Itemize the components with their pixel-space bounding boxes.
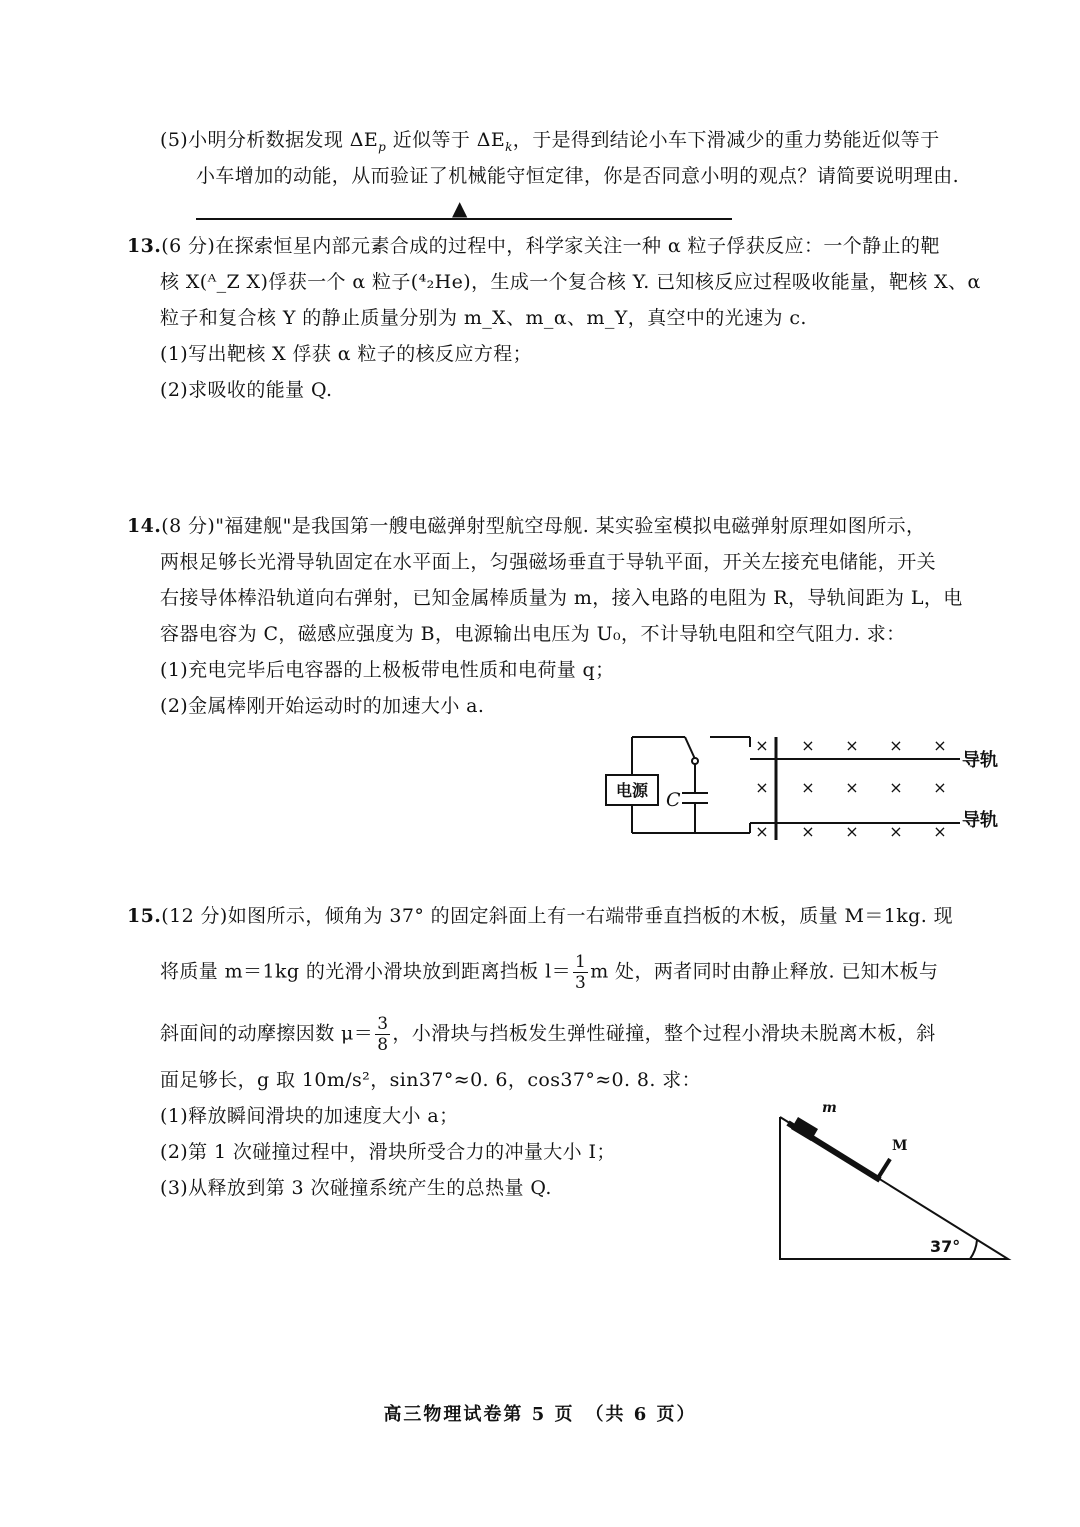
q15-sub3: (3)从释放到第 3 次碰撞系统产生的总热量 Q. [160,1177,552,1199]
incline-diagram [770,1095,1020,1270]
magnetic-field-mark: × [889,778,903,797]
angle-label: 37° [930,1237,961,1256]
q14-line4: 容器电容为 C，磁感应强度为 B，电源输出电压为 U₀，不计导轨电阻和空气阻力. 求： [160,623,906,645]
fraction-mu: $\frac{3}{8}$ [377,1014,389,1055]
rail-circuit-diagram [600,725,1020,850]
power-source-label: 电源 [615,781,649,800]
magnetic-field-mark: × [889,736,903,755]
magnetic-field-mark: × [933,736,947,755]
q13-sub1: (1)写出靶核 X 俘获 α 粒子的核反应方程； [160,343,533,365]
q15-line1: 15.(12 分)如图所示，倾角为 37° 的固定斜面上有一右端带垂直挡板的木板，质量 M＝1kg. 现 [127,905,954,927]
board-label: M [892,1138,908,1154]
capacitor-label: C [666,789,681,811]
q14-sub2: (2)金属棒刚开始运动时的加速大小 a. [160,695,485,717]
page-footer: 高三物理试卷第 5 页 （共 6 页） [383,1404,697,1425]
block-label: m [822,1100,837,1116]
q12-part5-line1: (5)小明分析数据发现 $\Delta E_p$ 近似等于 $\Delta E_k$，于是得到结论小车下滑减少的重力势能近似等于 [160,129,940,154]
rail-label-top: 导轨 [962,750,998,771]
magnetic-field-mark: × [755,822,769,841]
q13-line2: 核 X(ᴬ_Z X)俘获一个 α 粒子(⁴₂He)，生成一个复合核 Y. 已知核反应过程吸收能量，靶核 X、α [160,271,981,293]
magnetic-field-mark: × [755,778,769,797]
answer-line [196,218,732,220]
magnetic-field-mark: × [845,736,859,755]
magnetic-field-mark: × [933,778,947,797]
q14-line2: 两根足够长光滑导轨固定在水平面上，匀强磁场垂直于导轨平面，开关左接充电储能，开关 [160,551,937,573]
q12-part5-line2: 小车增加的动能，从而验证了机械能守恒定律，你是否同意小明的观点？请简要说明理由. [196,165,960,187]
magnetic-field-mark: × [755,736,769,755]
q14-line3: 右接导体棒沿轨道向右弹射，已知金属棒质量为 m，接入电路的电阻为 R，导轨间距为 L，电 [160,587,963,609]
q15-line3: 斜面间的动摩擦因数 μ＝ $\frac{3}{8}$ ，小滑块与挡板发生弹性碰撞，整个过程小滑块未脱离木板，斜 [160,1014,936,1055]
q13-line1: 13.(6 分)在探索恒星内部元素合成的过程中，科学家关注一种 α 粒子俘获反应：一个静止的靶 [127,235,940,257]
q13-sub2: (2)求吸收的能量 Q. [160,379,333,401]
q13-line3: 粒子和复合核 Y 的静止质量分别为 m_X、m_α、m_Y，真空中的光速为 c. [160,307,807,329]
q15-sub2: (2)第 1 次碰撞过程中，滑块所受合力的冲量大小 I； [160,1141,616,1163]
magnetic-field-mark: × [845,822,859,841]
rail-label-bottom: 导轨 [962,810,998,831]
q15-sub1: (1)释放瞬间滑块的加速度大小 a； [160,1105,459,1127]
q15-line4: 面足够长，g 取 10m/s²，sin37°≈0. 6，cos37°≈0. 8. 求： [160,1069,702,1091]
magnetic-field-mark: × [845,778,859,797]
magnetic-field-mark: × [801,778,815,797]
magnetic-field-mark: × [933,822,947,841]
answer-marker: ▲ [452,196,468,220]
magnetic-field-mark: × [801,822,815,841]
q14-sub1: (1)充电完毕后电容器的上极板带电性质和电荷量 q； [160,659,615,681]
magnetic-field-mark: × [889,822,903,841]
q14-line1: 14.(8 分)"福建舰"是我国第一艘电磁弹射型航空母舰. 某实验室模拟电磁弹射原理如图所示， [127,515,926,537]
q15-line2: 将质量 m＝1kg 的光滑小滑块放到距离挡板 l＝ $\frac{1}{3}$ m 处，两者同时由静止释放. 已知木板与 [160,952,939,993]
magnetic-field-mark: × [801,736,815,755]
fraction-l: $\frac{1}{3}$ [574,952,587,993]
